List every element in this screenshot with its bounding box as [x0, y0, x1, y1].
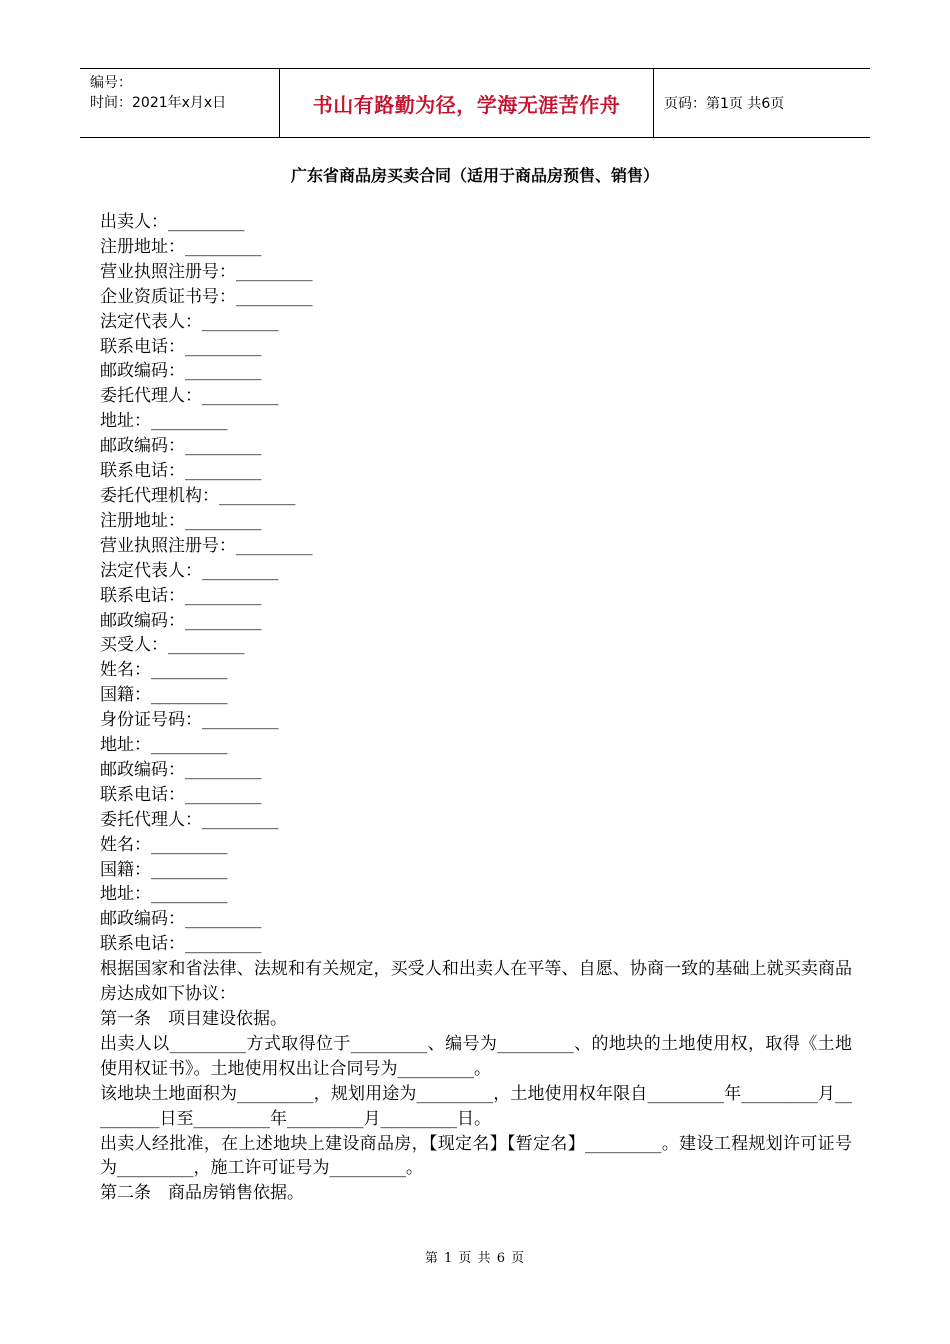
form-field-line: 邮政编码：_________ [100, 361, 262, 382]
document-body [100, 210, 852, 1206]
header-motto: 书山有路勤为径，学海无涯苦作舟 [280, 69, 654, 137]
form-field-line: 联系电话：_________ [100, 336, 262, 357]
header-meta [80, 69, 280, 137]
form-field-line: 邮政编码：_________ [100, 759, 262, 780]
time-label: 时间：2021年x月x日 [90, 95, 227, 111]
form-field-line: 买受人：_________ [100, 635, 245, 656]
form-field-line: 国籍：_________ [100, 685, 228, 706]
form-field-line: 法定代表人：_________ [100, 311, 279, 332]
form-field-line: 联系电话：_________ [100, 461, 262, 482]
form-field-line: 注册地址：_________ [100, 236, 262, 257]
article-1-paragraph-3: 出卖人经批准，在上述地块上建设商品房，【现定名】【暂定名】_________。建设工程规划许可证号为_________，施工许可证号为_________。 [100, 1133, 852, 1179]
form-field-line: 营业执照注册号：_________ [100, 535, 313, 556]
article-1-title: 第一条 项目建设依据。 [100, 1009, 287, 1029]
form-field-line: 地址：_________ [100, 735, 228, 756]
document-header [80, 68, 870, 138]
form-field-line: 姓名：_________ [100, 660, 228, 681]
form-field-line: 委托代理机构：_________ [100, 485, 296, 506]
article-1-paragraph-1: 出卖人以_________方式取得位于_________、编号为_________、的地块的土地使用权，取得《土地使用权证书》。土地使用权出让合同号为_________。 [100, 1033, 852, 1079]
form-field-line: 委托代理人：_________ [100, 809, 279, 830]
form-field-line: 邮政编码：_________ [100, 909, 262, 930]
article-2-title: 第二条 商品房销售依据。 [100, 1183, 304, 1204]
form-field-line: 地址：_________ [100, 411, 228, 432]
party-fields [100, 210, 852, 957]
article-1-paragraph-2: 该地块土地面积为_________，规划用途为_________，土地使用权年限自_________年_________月_________日至_________年_________月_________日。 [100, 1083, 852, 1129]
form-field-line: 邮政编码：_________ [100, 610, 262, 631]
header-page-info: 页码：第1页 共6页 [664, 96, 785, 112]
number-label: 编号： [90, 75, 132, 91]
form-field-line: 联系电话：_________ [100, 784, 262, 805]
form-field-line: 出卖人：_________ [100, 212, 245, 232]
document-title: 广东省商品房买卖合同（适用于商品房预售、销售） [290, 166, 659, 185]
form-field-line: 联系电话：_________ [100, 585, 262, 606]
page-footer: 第 1 页 共 6 页 [424, 1251, 526, 1266]
form-field-line: 地址：_________ [100, 884, 228, 905]
form-field-line: 注册地址：_________ [100, 510, 262, 531]
form-field-line: 邮政编码：_________ [100, 436, 262, 457]
form-field-line: 联系电话：_________ [100, 934, 262, 955]
form-field-line: 企业资质证书号：_________ [100, 286, 313, 307]
form-field-line: 营业执照注册号：_________ [100, 261, 313, 282]
form-field-line: 国籍：_________ [100, 859, 228, 880]
intro-paragraph: 根据国家和省法律、法规和有关规定，买受人和出卖人在平等、自愿、协商一致的基础上就买卖商品房达成如下协议： [100, 959, 852, 1005]
form-field-line: 委托代理人：_________ [100, 386, 279, 407]
form-field-line: 姓名：_________ [100, 834, 228, 855]
form-field-line: 身份证号码：_________ [100, 710, 279, 731]
form-field-line: 法定代表人：_________ [100, 560, 279, 581]
